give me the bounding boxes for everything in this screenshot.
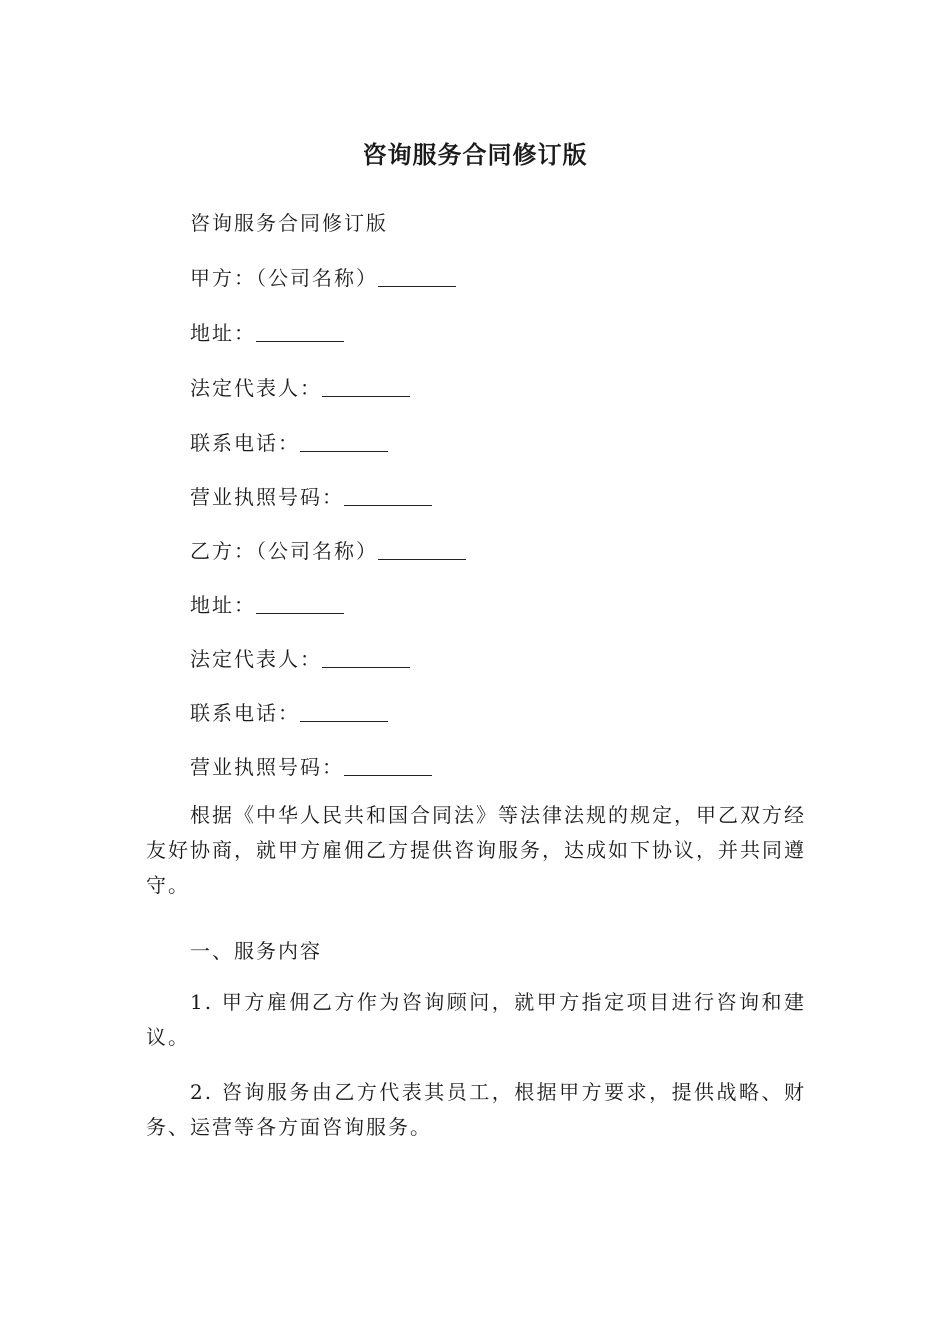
party-a-phone-label: 联系电话： — [190, 431, 300, 455]
document-title: 咨询服务合同修订版 — [362, 141, 588, 169]
party-a-name-blank — [378, 268, 456, 287]
party-b-name-blank — [378, 541, 466, 560]
party-a-phone-line — [190, 427, 388, 456]
party-b-address-blank — [256, 595, 344, 614]
party-a-phone-blank — [300, 433, 388, 452]
party-b-rep-label: 法定代表人： — [190, 647, 322, 671]
clause-1-paragraph: 1. 甲方雇佣乙方作为咨询顾问，就甲方指定项目进行咨询和建议。 — [146, 990, 806, 1049]
party-b-phone-blank — [300, 703, 388, 722]
party-a-name-label: 甲方：（公司名称） — [190, 266, 378, 290]
party-a-license-line — [190, 481, 432, 510]
clause-2-paragraph: 2. 咨询服务由乙方代表其员工，根据甲方要求，提供战略、财务、运营等各方面咨询服务。 — [146, 1080, 806, 1139]
party-a-license-blank — [344, 487, 432, 506]
preamble-paragraph: 根据《中华人民共和国合同法》等法律法规的规定，甲乙双方经友好协商，就甲方雇佣乙方提供咨询服务，达成如下协议，并共同遵守。 — [146, 803, 806, 897]
document-subtitle: 咨询服务合同修订版 — [190, 211, 388, 235]
party-b-rep-line — [190, 643, 410, 672]
party-b-phone-line — [190, 697, 388, 726]
party-a-rep-blank — [322, 378, 410, 397]
party-b-name-line — [190, 535, 466, 564]
party-b-name-label: 乙方：（公司名称） — [190, 539, 378, 563]
section-heading-service-content: 一、服务内容 — [190, 939, 322, 963]
party-a-rep-line — [190, 372, 410, 401]
party-b-rep-blank — [322, 649, 410, 668]
party-a-rep-label: 法定代表人： — [190, 376, 322, 400]
party-b-address-line — [190, 589, 344, 618]
party-a-address-line — [190, 317, 344, 346]
party-a-address-label: 地址： — [190, 321, 256, 345]
party-a-address-blank — [256, 323, 344, 342]
party-a-license-label: 营业执照号码： — [190, 485, 344, 509]
party-a-name-line — [190, 262, 456, 291]
party-b-phone-label: 联系电话： — [190, 701, 300, 725]
party-b-license-line — [190, 751, 432, 780]
party-b-address-label: 地址： — [190, 593, 256, 617]
party-b-license-blank — [344, 757, 432, 776]
party-b-license-label: 营业执照号码： — [190, 755, 344, 779]
